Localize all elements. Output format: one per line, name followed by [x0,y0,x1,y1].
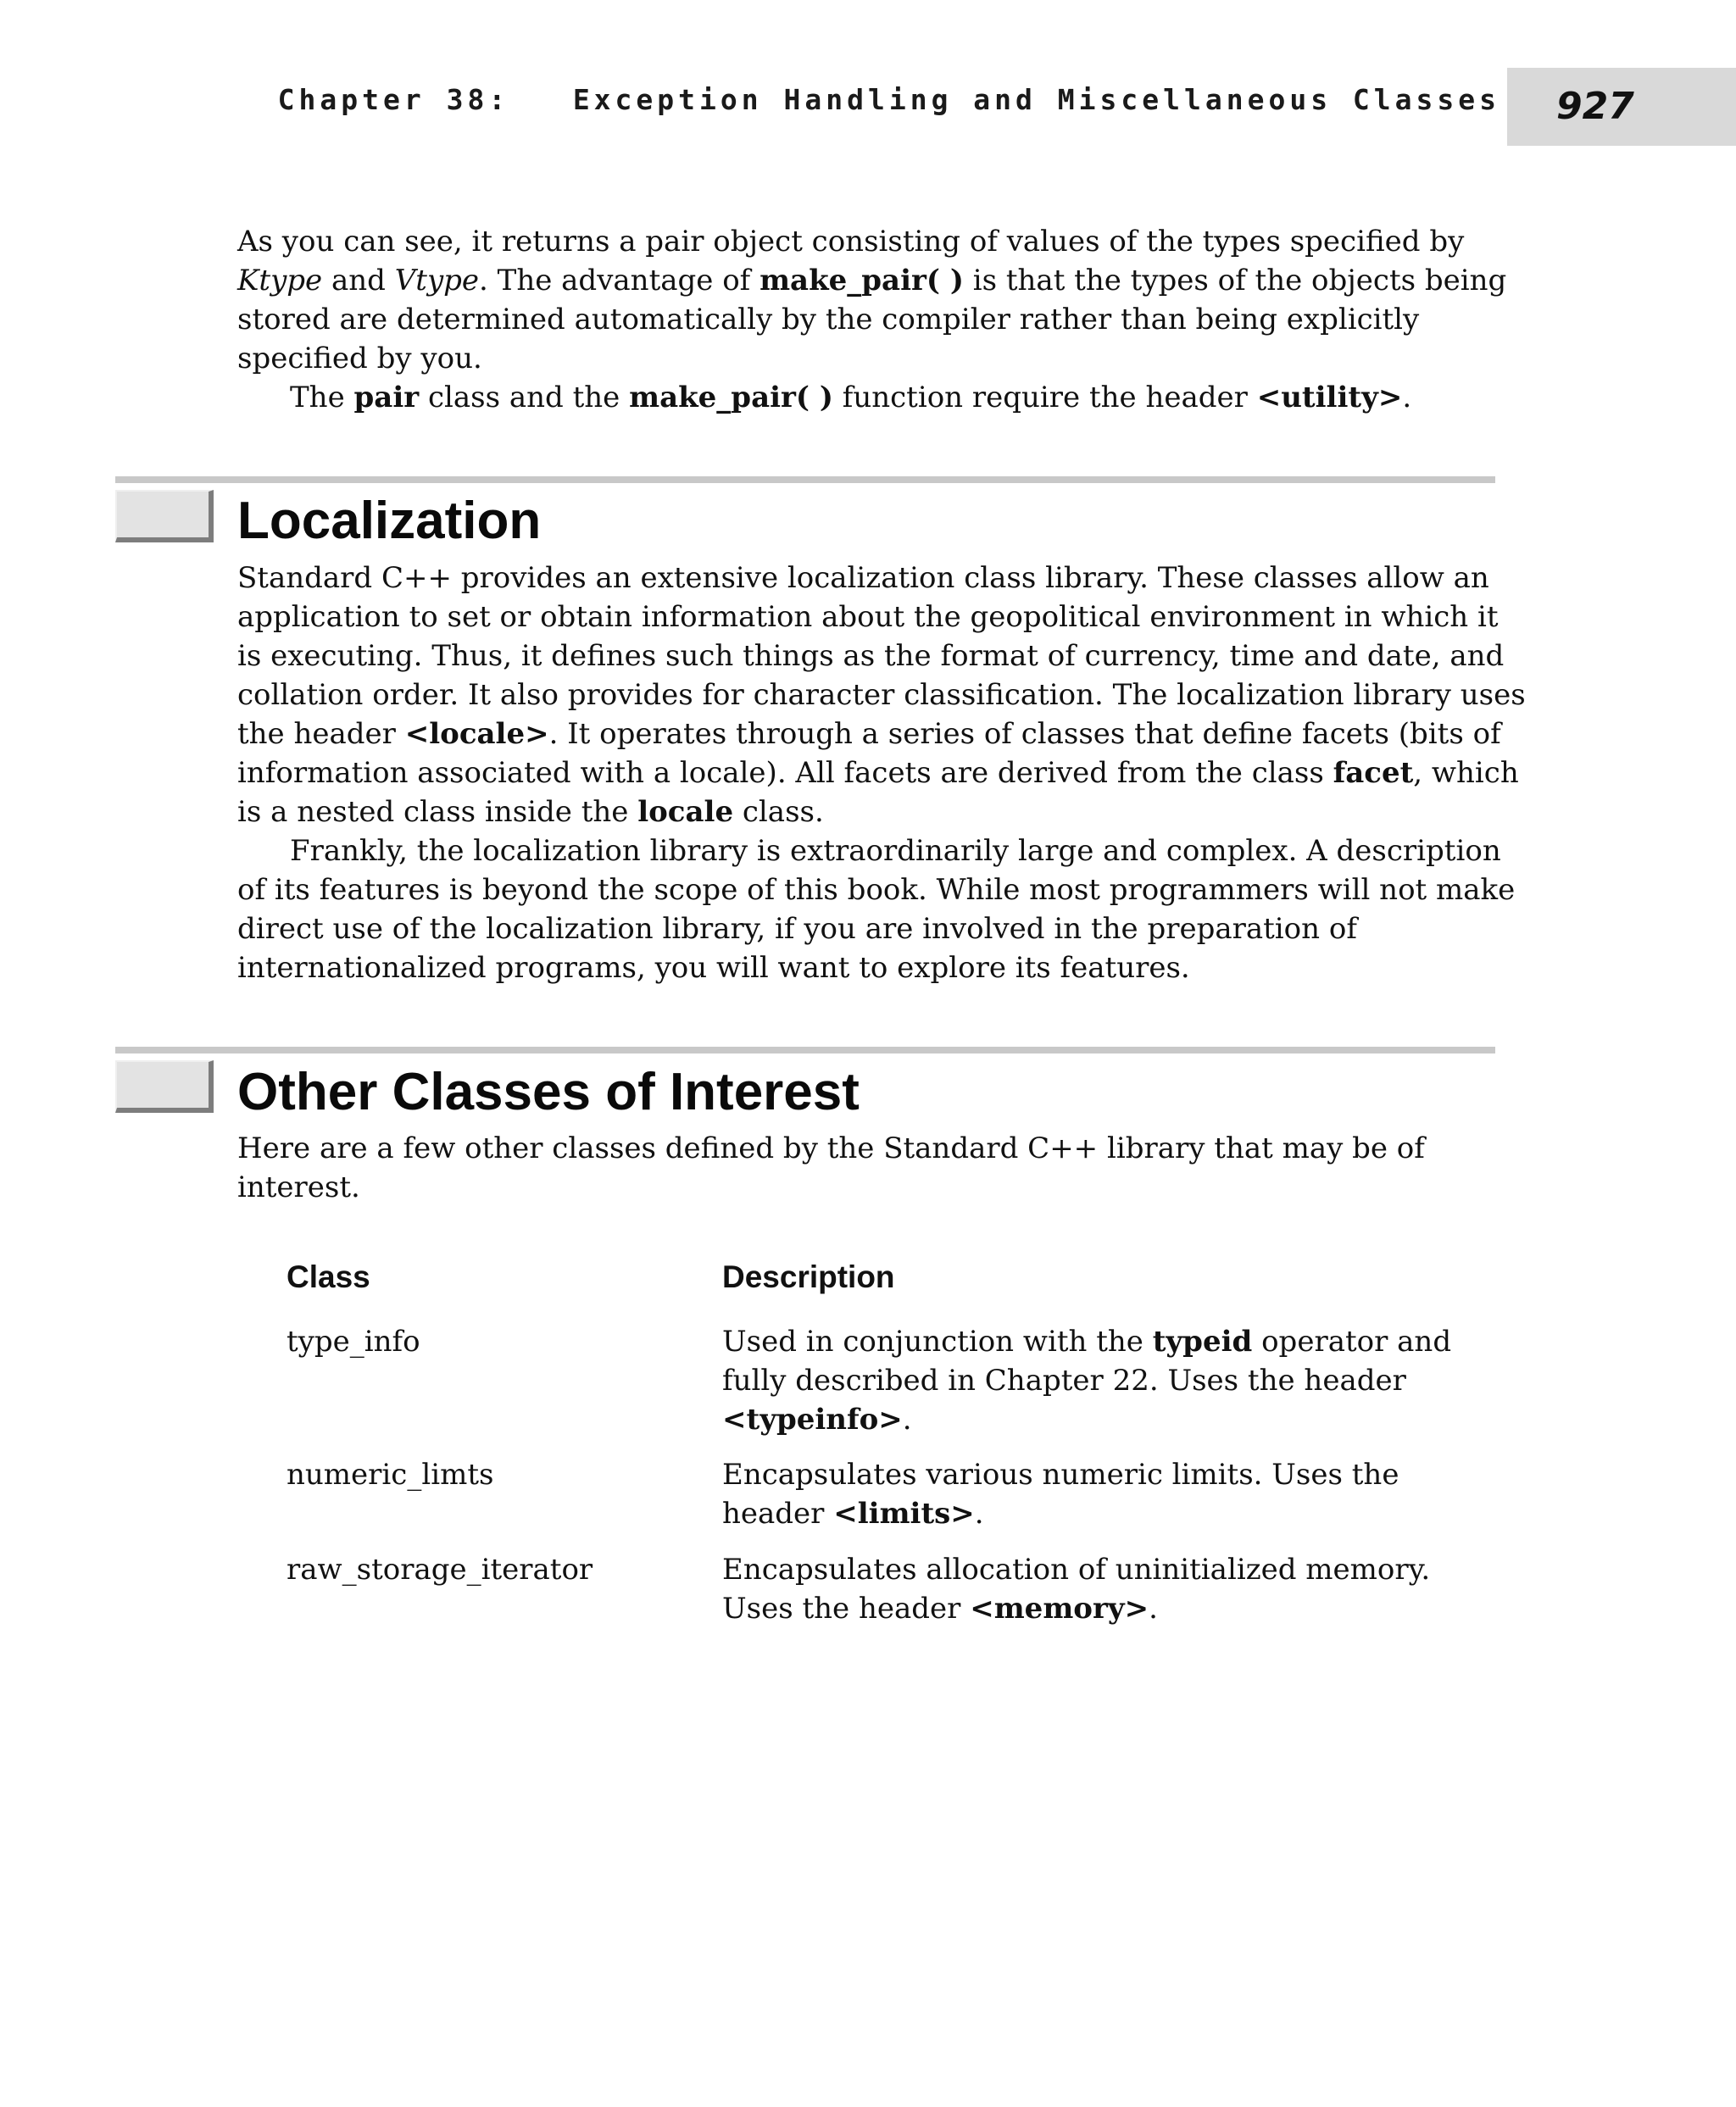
text-run: the header [237,717,405,751]
column-header-description: Description [722,1259,895,1294]
section-tab-marker [115,1060,214,1113]
intro-paragraph-1 [237,222,1507,378]
running-head: Chapter 38: Exception Handling and Miscellaneous Classes [277,83,1500,116]
table-cell-description [722,1550,1430,1628]
code-term: <locale> [404,717,549,751]
code-term: make_pair( ) [760,264,964,297]
code-term: locale [637,795,734,829]
table-cell-description [722,1455,1399,1533]
text-run: . [1402,381,1412,414]
text-run: . It operates through a series of classes that define facets (bits of [548,717,1501,751]
text-line: internationalized programs, you will want to explore its features. [237,951,1190,985]
text-line: direct use of the localization library, if you are involved in the preparation of [237,912,1357,946]
text-line: interest. [237,1170,360,1204]
code-term: <utility> [1256,381,1403,414]
text-run: . [902,1403,912,1437]
other-intro-paragraph [237,1129,1492,1207]
table-cell-class: type_info [287,1325,420,1359]
text-run: is that the types of the objects being [963,264,1507,297]
text-run: operator and [1252,1325,1452,1359]
text-line [237,261,1507,300]
text-line: of its features is beyond the scope of this book. While most programmers will not make [237,873,1516,907]
text-run: class. [733,795,824,829]
text-line: Encapsulates various numeric limits. Uses the [722,1458,1399,1492]
text-line: As you can see, it returns a pair object consisting of values of the types specified by [237,225,1465,259]
code-term: typeid [1152,1325,1253,1359]
localization-paragraph-2 [237,831,1516,987]
text-line: stored are determined automatically by the compiler rather than being explicitly [237,303,1420,336]
emphasis: Vtype [394,264,480,297]
code-term: pair [353,381,420,414]
code-term: <limits> [833,1497,975,1531]
text-line [722,1400,1451,1439]
text-line: fully described in Chapter 22. Uses the header [722,1364,1406,1398]
text-run: . [1149,1592,1158,1626]
table-cell-class: numeric_limts [287,1458,494,1492]
text-run: information associated with a locale). All facets are derived from the class [237,756,1333,790]
text-run: The [290,381,354,414]
text-run: , which [1413,756,1519,790]
text-run: . [974,1497,984,1531]
text-line: collation order. It also provides for character classification. The localization library uses [237,678,1526,712]
text-line [237,792,1492,831]
table-cell-class: raw_storage_iterator [287,1553,593,1587]
section-rule [115,476,1495,483]
text-run: Used in conjunction with the [722,1325,1153,1359]
text-line [722,1322,1451,1361]
text-line: Encapsulates allocation of uninitialized memory. [722,1553,1431,1587]
localization-paragraph-1 [237,559,1526,831]
text-line [722,1494,1399,1533]
text-line: Frankly, the localization library is extraordinarily large and complex. A description [290,834,1501,868]
text-line [237,714,1501,753]
text-run: class and the [419,381,630,414]
section-heading-other-classes: Other Classes of Interest [237,1063,860,1121]
section-rule [115,1047,1495,1054]
text-line: application to set or obtain information about the geopolitical environment in which it [237,600,1499,634]
text-run: function require the header [832,381,1257,414]
intro-paragraph-2 [237,378,1492,417]
code-term: facet [1333,756,1414,790]
column-header-class: Class [287,1259,370,1294]
emphasis: Ktype [237,264,323,297]
table-cell-description [722,1322,1451,1439]
text-line [237,378,1492,417]
text-run: . The advantage of [479,264,760,297]
text-line: specified by you. [237,342,482,375]
text-run: and [322,264,395,297]
code-term: <typeinfo> [722,1403,903,1437]
page-number: 927 [1556,85,1634,128]
code-term: <memory> [970,1592,1149,1626]
section-tab-marker [115,490,214,542]
page-number-box [1507,68,1736,146]
section-heading-localization: Localization [237,492,542,550]
text-line: Standard C++ provides an extensive localization class library. These classes allow an [237,561,1489,595]
text-line: is executing. Thus, it defines such things as the format of currency, time and date, and [237,639,1505,673]
text-line [722,1589,1430,1628]
text-line [237,753,1519,792]
text-run: is a nested class inside the [237,795,638,829]
text-run: Uses the header [722,1592,971,1626]
text-run: header [722,1497,834,1531]
code-term: make_pair( ) [629,381,833,414]
text-line: Here are a few other classes defined by the Standard C++ library that may be of [237,1131,1425,1165]
